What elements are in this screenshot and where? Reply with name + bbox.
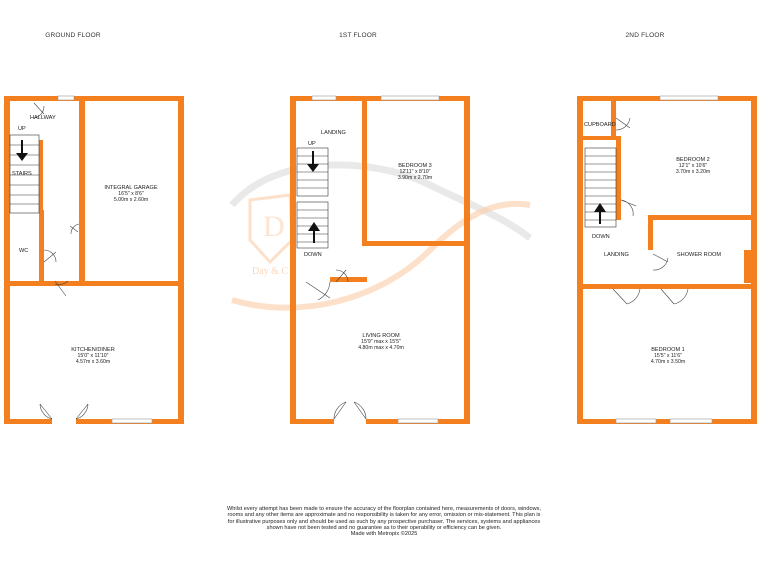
credit-text: Made with Metropix ©2025 [350, 531, 418, 538]
bedroom1-imperial: 15'5" x 11'6" [653, 353, 683, 359]
down-label: DOWN [592, 234, 610, 240]
door [653, 254, 668, 270]
svg-text:D: D [263, 210, 285, 243]
second-floor-stairs [585, 148, 616, 227]
window [112, 419, 152, 423]
bedroom1-name: BEDROOM 1 [651, 347, 685, 353]
living-metric: 4.80m max x 4.70m [358, 345, 404, 351]
door [70, 224, 79, 234]
window [312, 96, 336, 100]
shower-label: SHOWER ROOM [676, 252, 722, 258]
down-label: DOWN [304, 252, 322, 258]
bedroom3-name: BEDROOM 3 [398, 163, 432, 169]
ground-floor-plan [4, 96, 184, 424]
living-imperial: 15'9" max x 15'5" [361, 339, 401, 345]
second-floor-plan [577, 96, 757, 424]
door [661, 289, 688, 304]
window [398, 419, 438, 423]
door [76, 404, 88, 419]
bedroom3-metric: 3.90m x 2.70m [397, 175, 433, 181]
garage-imperial: 16'5" x 8'6" [118, 191, 144, 197]
up-label: UP [308, 141, 316, 147]
bedroom2-metric: 3.70m x 3.20m [675, 169, 711, 175]
door [613, 289, 640, 304]
hallway-label: HALLWAY [30, 115, 56, 121]
garage-name: INTEGRAL GARAGE [104, 185, 158, 191]
landing-label: LANDING [321, 130, 346, 136]
ground-floor-title: GROUND FLOOR [45, 32, 101, 39]
first-floor-plan [290, 96, 470, 424]
window [660, 96, 718, 100]
cupboard-label: CUPBOARD [584, 122, 616, 128]
window [58, 96, 74, 100]
door [40, 404, 52, 419]
door [44, 250, 56, 262]
garage-metric: 5.00m x 2.60m [113, 197, 149, 203]
bedroom1-metric: 4.70m x 3.50m [650, 359, 686, 365]
kitchen-name: KITCHEN/DINER [71, 347, 115, 353]
door [616, 118, 630, 130]
watermark-logo [232, 165, 530, 308]
first-floor-title: 1ST FLOOR [339, 32, 377, 39]
window [381, 96, 439, 100]
living-name: LIVING ROOM [362, 333, 400, 339]
disclaimer-text: Whilst every attempt has been made to ensure the accuracy of the floorplan contained here, measurements of doors, windows, rooms and any other items are approximate and no responsibility is taken for any error, omission or mis-statement. This plan is for illustrative purposes only and should be used as such by any prospective purchaser. The services, systems and appliances shown have not been tested and no guarantee as to their operability or efficiency can be given. [226, 506, 542, 531]
stairs-label: STAIRS [12, 171, 32, 177]
bedroom3-imperial: 12'11" x 8'10" [399, 169, 431, 175]
door [354, 402, 366, 419]
bedroom2-name: BEDROOM 2 [676, 157, 710, 163]
window [670, 419, 712, 423]
window [616, 419, 656, 423]
wc-label: WC [19, 248, 29, 254]
landing-label: LANDING [604, 252, 629, 258]
kitchen-metric: 4.57m x 3.60m [75, 359, 111, 365]
watermark-text: Day & C [252, 266, 289, 277]
bedroom2-imperial: 12'1" x 10'6" [678, 163, 708, 169]
door [621, 200, 636, 216]
kitchen-imperial: 15'0" x 11'10" [77, 353, 109, 359]
second-floor-title: 2ND FLOOR [625, 32, 665, 39]
door [334, 402, 346, 419]
door [306, 282, 330, 300]
first-floor-stairs [297, 148, 328, 248]
up-label: UP [18, 126, 26, 132]
disclaimer [224, 506, 544, 537]
